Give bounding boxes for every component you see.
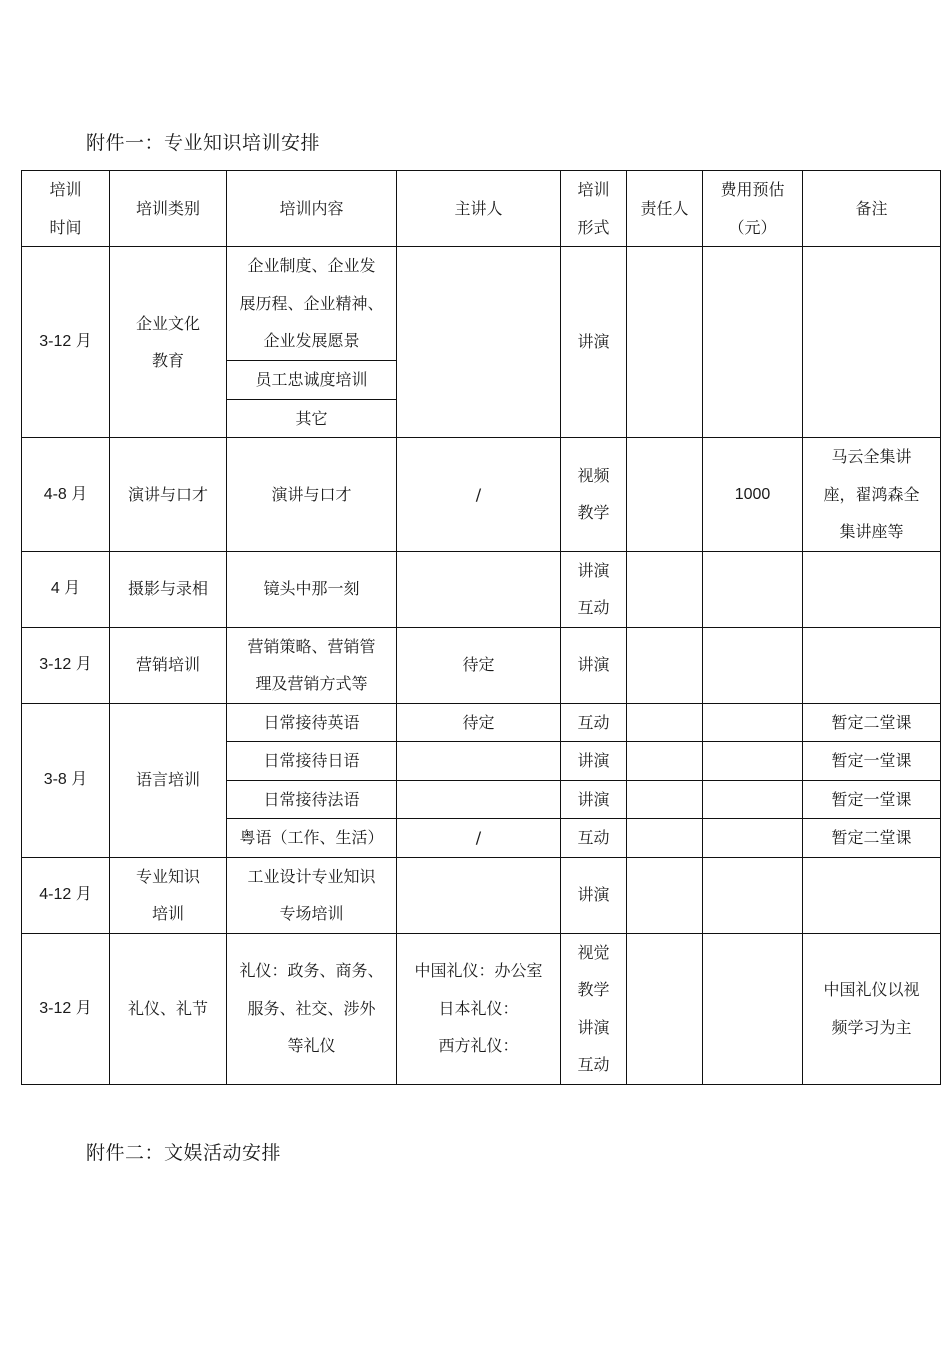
cell-cost bbox=[703, 819, 803, 858]
cell-content: 日常接待英语 bbox=[227, 703, 397, 742]
cell-content: 演讲与口才 bbox=[227, 438, 397, 552]
header-form: 培训 形式 bbox=[561, 171, 627, 247]
cell-category: 摄影与录相 bbox=[110, 551, 227, 627]
cell-content: 工业设计专业知识 专场培训 bbox=[227, 857, 397, 933]
cell-category: 营销培训 bbox=[110, 627, 227, 703]
cell-remarks bbox=[803, 247, 941, 438]
cell-owner bbox=[627, 933, 703, 1084]
cell-form: 讲演 bbox=[561, 627, 627, 703]
cell-owner bbox=[627, 627, 703, 703]
cell-time: 4-12 月 bbox=[22, 857, 110, 933]
cell-form: 视频 教学 bbox=[561, 438, 627, 552]
cell-speaker bbox=[397, 780, 561, 819]
cell-owner bbox=[627, 780, 703, 819]
cell-owner bbox=[627, 742, 703, 781]
table-row bbox=[22, 247, 941, 361]
cell-category: 语言培训 bbox=[110, 703, 227, 857]
cell-content: 企业制度、企业发 展历程、企业精神、 企业发展愿景 bbox=[227, 247, 397, 361]
cell-form: 互动 bbox=[561, 703, 627, 742]
table-row bbox=[22, 933, 941, 1084]
attachment-2-heading: 附件二：文娱活动安排 bbox=[86, 1142, 282, 1164]
cell-cost bbox=[703, 933, 803, 1084]
cell-category: 演讲与口才 bbox=[110, 438, 227, 552]
training-schedule-table bbox=[21, 170, 941, 1085]
cell-cost bbox=[703, 247, 803, 438]
table-row bbox=[22, 551, 941, 627]
cell-cost: 1000 bbox=[703, 438, 803, 552]
cell-form: 讲演 互动 bbox=[561, 551, 627, 627]
cell-remarks bbox=[803, 857, 941, 933]
cell-time: 3-12 月 bbox=[22, 627, 110, 703]
header-remarks: 备注 bbox=[803, 171, 941, 247]
cell-remarks: 暂定一堂课 bbox=[803, 742, 941, 781]
table-row bbox=[22, 857, 941, 933]
cell-cost bbox=[703, 857, 803, 933]
cell-remarks: 马云全集讲 座，翟鸿森全 集讲座等 bbox=[803, 438, 941, 552]
header-owner: 责任人 bbox=[627, 171, 703, 247]
cell-owner bbox=[627, 438, 703, 552]
cell-cost bbox=[703, 703, 803, 742]
cell-cost bbox=[703, 627, 803, 703]
cell-remarks: 暂定一堂课 bbox=[803, 780, 941, 819]
cell-content: 粤语（工作、生活） bbox=[227, 819, 397, 858]
table-row bbox=[22, 703, 941, 742]
cell-speaker bbox=[397, 857, 561, 933]
cell-owner bbox=[627, 247, 703, 438]
header-category: 培训类别 bbox=[110, 171, 227, 247]
cell-category: 专业知识 培训 bbox=[110, 857, 227, 933]
cell-content: 其它 bbox=[227, 399, 397, 438]
cell-content: 日常接待法语 bbox=[227, 780, 397, 819]
header-cost: 费用预估 （元） bbox=[703, 171, 803, 247]
header-time: 培训 时间 bbox=[22, 171, 110, 247]
cell-time: 3-12 月 bbox=[22, 247, 110, 438]
cell-speaker bbox=[397, 247, 561, 438]
cell-speaker: / bbox=[397, 819, 561, 858]
cell-form: 视觉 教学 讲演 互动 bbox=[561, 933, 627, 1084]
cell-owner bbox=[627, 857, 703, 933]
cell-form: 讲演 bbox=[561, 780, 627, 819]
cell-owner bbox=[627, 703, 703, 742]
cell-remarks bbox=[803, 627, 941, 703]
cell-speaker: 待定 bbox=[397, 703, 561, 742]
cell-speaker bbox=[397, 742, 561, 781]
cell-speaker: 待定 bbox=[397, 627, 561, 703]
cell-form: 互动 bbox=[561, 819, 627, 858]
header-speaker: 主讲人 bbox=[397, 171, 561, 247]
cell-form: 讲演 bbox=[561, 742, 627, 781]
cell-content: 镜头中那一刻 bbox=[227, 551, 397, 627]
cell-speaker bbox=[397, 551, 561, 627]
cell-remarks: 中国礼仪以视 频学习为主 bbox=[803, 933, 941, 1084]
cell-time: 3-12 月 bbox=[22, 933, 110, 1084]
cell-speaker: / bbox=[397, 438, 561, 552]
table-row bbox=[22, 627, 941, 703]
attachment-1-heading: 附件一：专业知识培训安排 bbox=[86, 132, 321, 154]
header-content: 培训内容 bbox=[227, 171, 397, 247]
cell-category: 礼仪、礼节 bbox=[110, 933, 227, 1084]
cell-category: 企业文化 教育 bbox=[110, 247, 227, 438]
cell-cost bbox=[703, 551, 803, 627]
cell-cost bbox=[703, 742, 803, 781]
cell-time: 4-8 月 bbox=[22, 438, 110, 552]
cell-time: 4 月 bbox=[22, 551, 110, 627]
cell-content: 礼仪：政务、商务、 服务、社交、涉外 等礼仪 bbox=[227, 933, 397, 1084]
cell-remarks: 暂定二堂课 bbox=[803, 819, 941, 858]
cell-owner bbox=[627, 819, 703, 858]
cell-owner bbox=[627, 551, 703, 627]
cell-speaker: 中国礼仪：办公室 日本礼仪： 西方礼仪： bbox=[397, 933, 561, 1084]
cell-content: 营销策略、营销管 理及营销方式等 bbox=[227, 627, 397, 703]
cell-form: 讲演 bbox=[561, 247, 627, 438]
cell-cost bbox=[703, 780, 803, 819]
header-row bbox=[22, 171, 941, 247]
cell-remarks: 暂定二堂课 bbox=[803, 703, 941, 742]
cell-content: 日常接待日语 bbox=[227, 742, 397, 781]
table-row bbox=[22, 438, 941, 552]
cell-remarks bbox=[803, 551, 941, 627]
cell-content: 员工忠诚度培训 bbox=[227, 360, 397, 399]
cell-form: 讲演 bbox=[561, 857, 627, 933]
cell-time: 3-8 月 bbox=[22, 703, 110, 857]
